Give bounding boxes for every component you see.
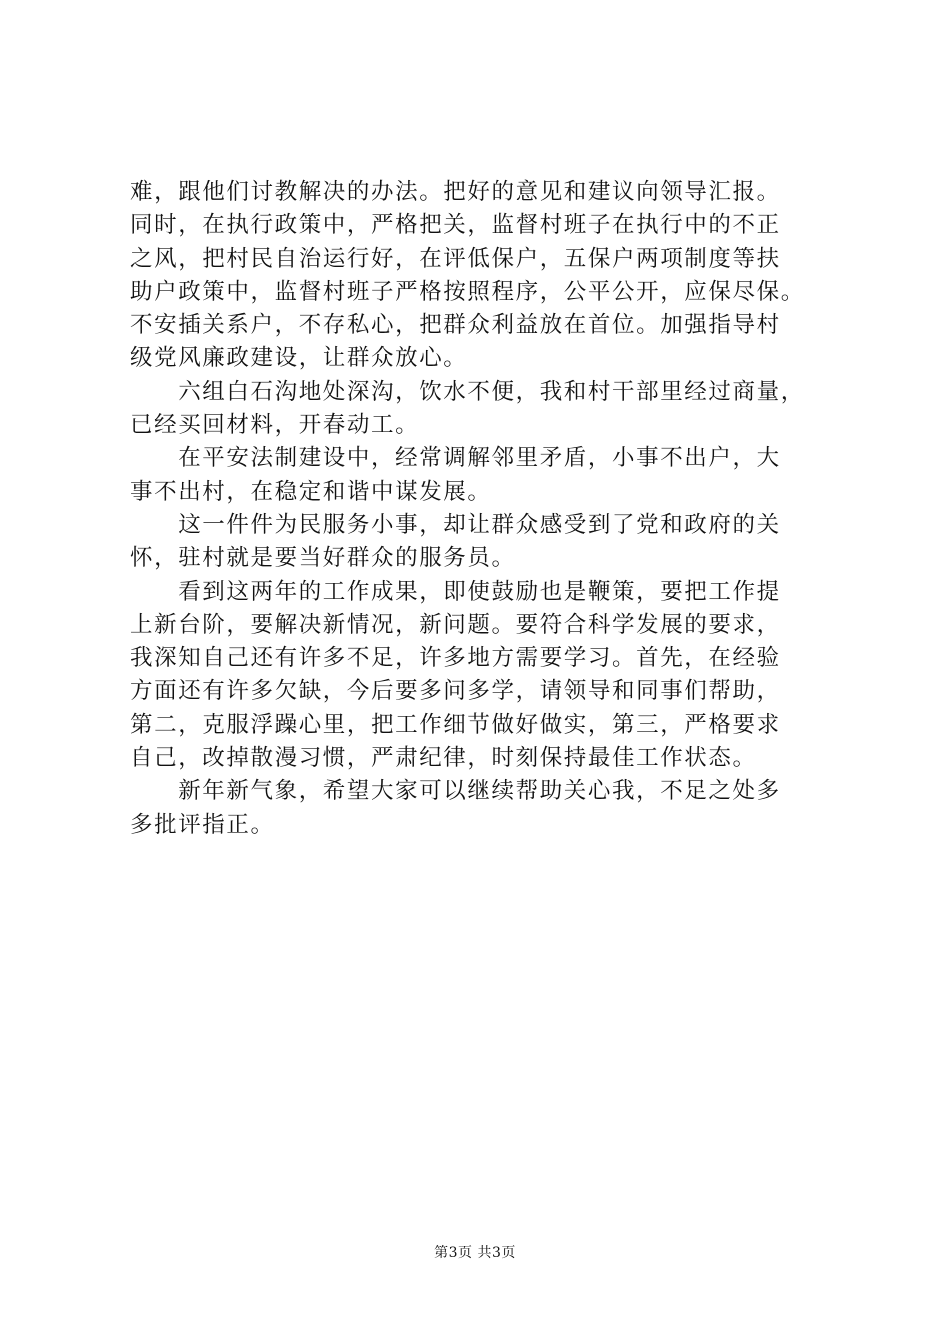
text-line: 看到这两年的工作成果，即使鼓励也是鞭策，要把工作提 [130,578,781,605]
text-line: 在平安法制建设中，经常调解邻里矛盾，小事不出户，大 [130,445,781,472]
text-line: 上新台阶，要解决新情况，新问题。要符合科学发展的要求， [130,611,781,638]
text-line: 之风，把村民自治运行好，在评低保户，五保户两项制度等扶 [130,245,781,272]
text-line: 怀，驻村就是要当好群众的服务员。 [130,545,516,572]
text-line: 难，跟他们讨教解决的办法。把好的意见和建议向领导汇报。 [130,179,781,205]
document-body [130,176,830,842]
text-line: 方面还有许多欠缺，今后要多问多学，请领导和同事们帮助， [130,678,781,705]
text-line: 我深知自己还有许多不足，许多地方需要学习。首先，在经验 [130,645,781,672]
text-line: 这一件件为民服务小事，却让群众感受到了党和政府的关 [130,511,781,538]
text-line: 新年新气象，希望大家可以继续帮助关心我，不足之处多 [130,778,781,805]
text-line: 多批评指正。 [130,811,275,838]
text-line: 级党风廉政建设，让群众放心。 [130,345,468,372]
text-line: 自己，改掉散漫习惯，严肃纪律，时刻保持最佳工作状态。 [130,745,757,772]
page-number-footer: 第3页 共3页 [434,1245,516,1261]
text-line: 不安插关系户，不存私心，把群众利益放在首位。加强指导村 [130,312,781,339]
text-line: 事不出村，在稳定和谐中谋发展。 [130,478,492,505]
text-line: 助户政策中，监督村班子严格按照程序，公平公开，应保尽保。 [130,278,805,305]
text-line: 已经买回材料，开春动工。 [130,412,420,439]
text-line: 六组白石沟地处深沟，饮水不便，我和村干部里经过商量， [130,378,805,405]
text-line: 第二，克服浮躁心里，把工作细节做好做实，第三，严格要求 [130,711,781,738]
text-line: 同时，在执行政策中，严格把关，监督村班子在执行中的不正 [130,212,781,239]
